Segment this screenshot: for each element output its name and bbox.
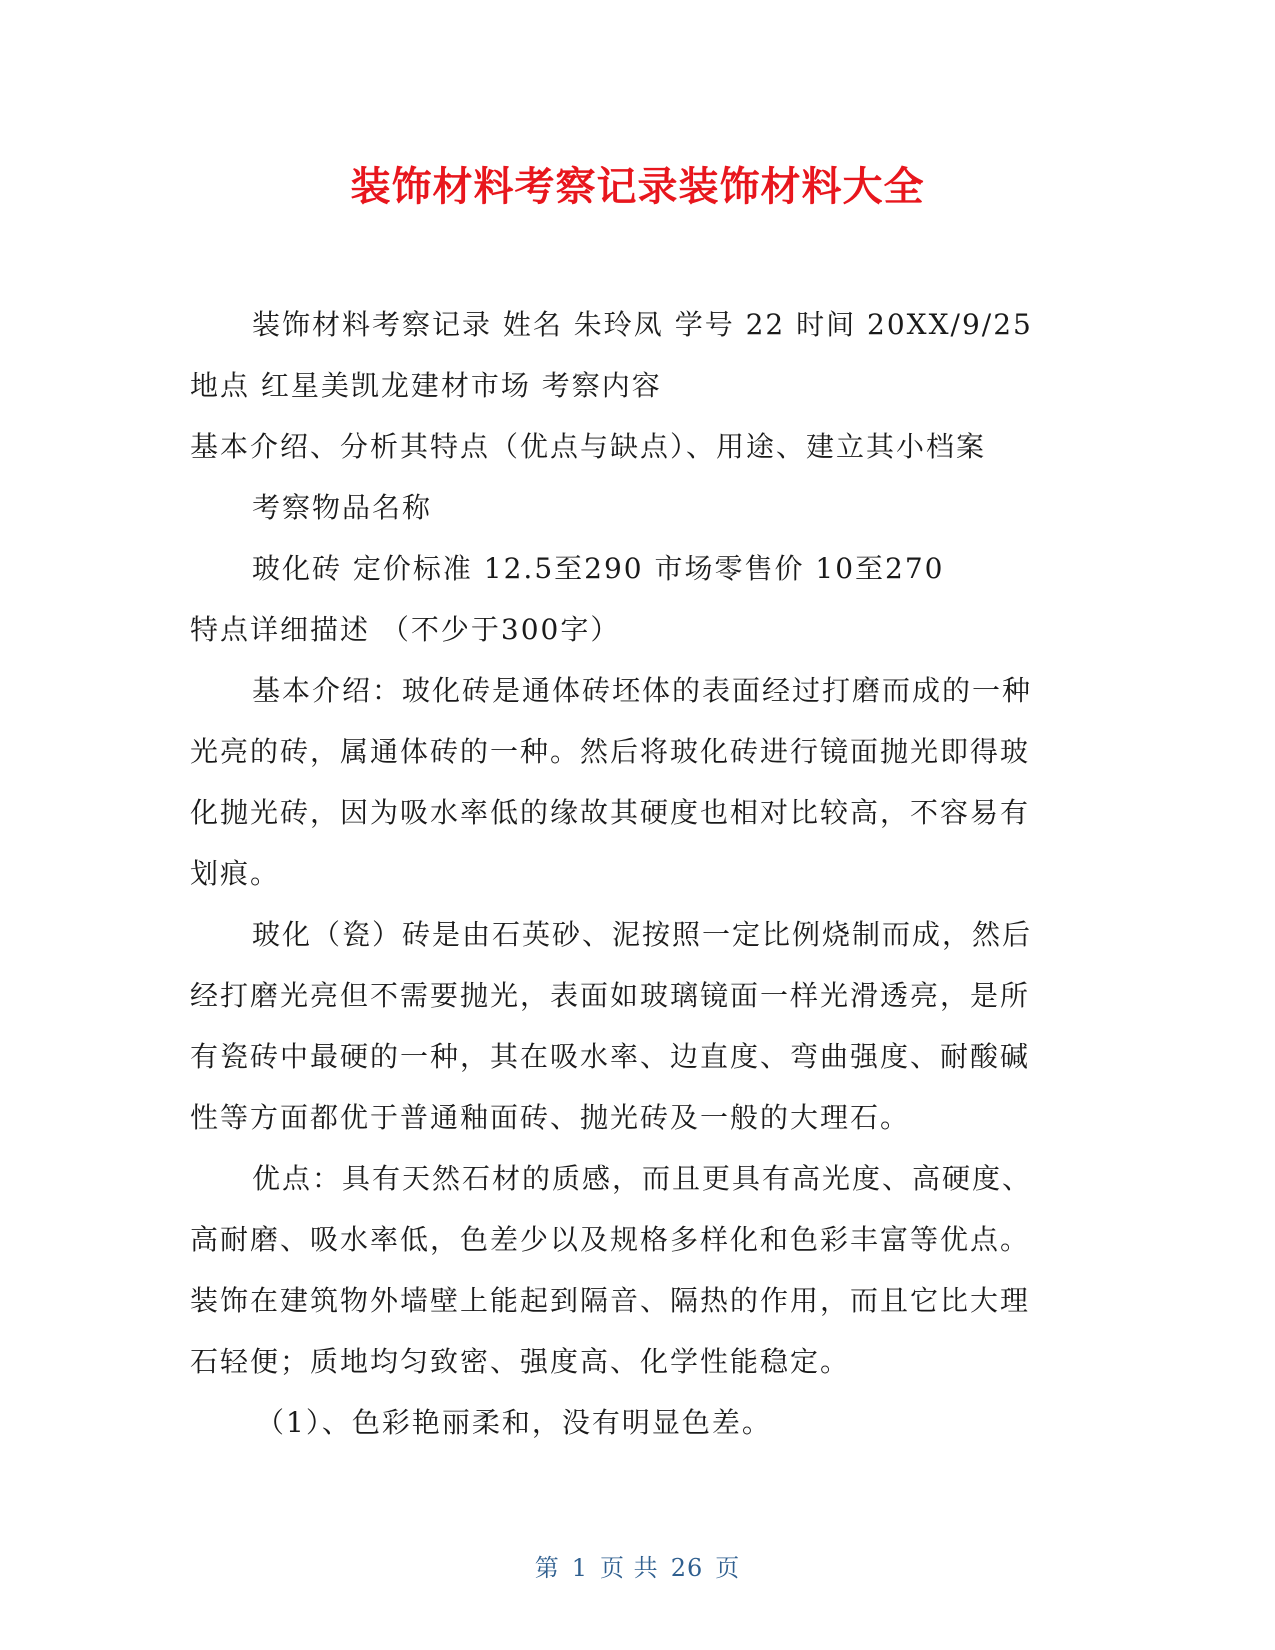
text-line: 优点：具有天然石材的质感，而且更具有高光度、高硬度、 [252,1162,1033,1195]
footer-suffix: 页 [715,1554,741,1582]
text-line: 地点 红星美凯龙建材市场 考察内容 [190,369,662,402]
footer-total-pages: 26 [670,1554,704,1582]
text-line: 高耐磨、吸水率低，色差少以及规格多样化和色彩丰富等优点。 [190,1223,1031,1256]
footer-page-number: 1 [571,1554,589,1582]
text-line: 有瓷砖中最硬的一种，其在吸水率、边直度、弯曲强度、耐酸碱 [190,1040,1031,1073]
text-line: 考察物品名称 [252,491,433,524]
footer-middle: 页 共 [600,1554,659,1582]
text-line: 划痕。 [190,857,281,890]
text-line: 特点详细描述 （不少于300字） [190,613,621,646]
text-line: 经打磨光亮但不需要抛光，表面如玻璃镜面一样光滑透亮，是所 [190,979,1031,1012]
text-line: 玻化砖 定价标准 12.5至290 市场零售价 10至270 [252,552,945,585]
text-line: 光亮的砖，属通体砖的一种。然后将玻化砖进行镜面抛光即得玻 [190,735,1031,768]
text-line: 性等方面都优于普通釉面砖、抛光砖及一般的大理石。 [190,1101,911,1134]
text-line: 化抛光砖，因为吸水率低的缘故其硬度也相对比较高，不容易有 [190,796,1031,829]
text-line: 基本介绍、分析其特点（优点与缺点）、用途、建立其小档案 [190,430,987,463]
text-line: 基本介绍：玻化砖是通体砖坯体的表面经过打磨而成的一种 [252,674,1033,707]
footer-prefix: 第 [534,1554,560,1582]
document-body [190,294,1065,1453]
text-line: 装饰材料考察记录 姓名 朱玲凤 学号 22 时间 20XX/9/25 [252,308,1033,341]
page-footer [0,1548,1275,1583]
text-line: 装饰在建筑物外墙壁上能起到隔音、隔热的作用，而且它比大理 [190,1284,1031,1317]
text-line: （1）、色彩艳丽柔和，没有明显色差。 [256,1406,772,1439]
document-title: 装饰材料考察记录装饰材料大全 [350,164,925,210]
text-line: 玻化（瓷）砖是由石英砂、泥按照一定比例烧制而成，然后 [252,918,1033,951]
text-line: 石轻便；质地均匀致密、强度高、化学性能稳定。 [190,1345,851,1378]
